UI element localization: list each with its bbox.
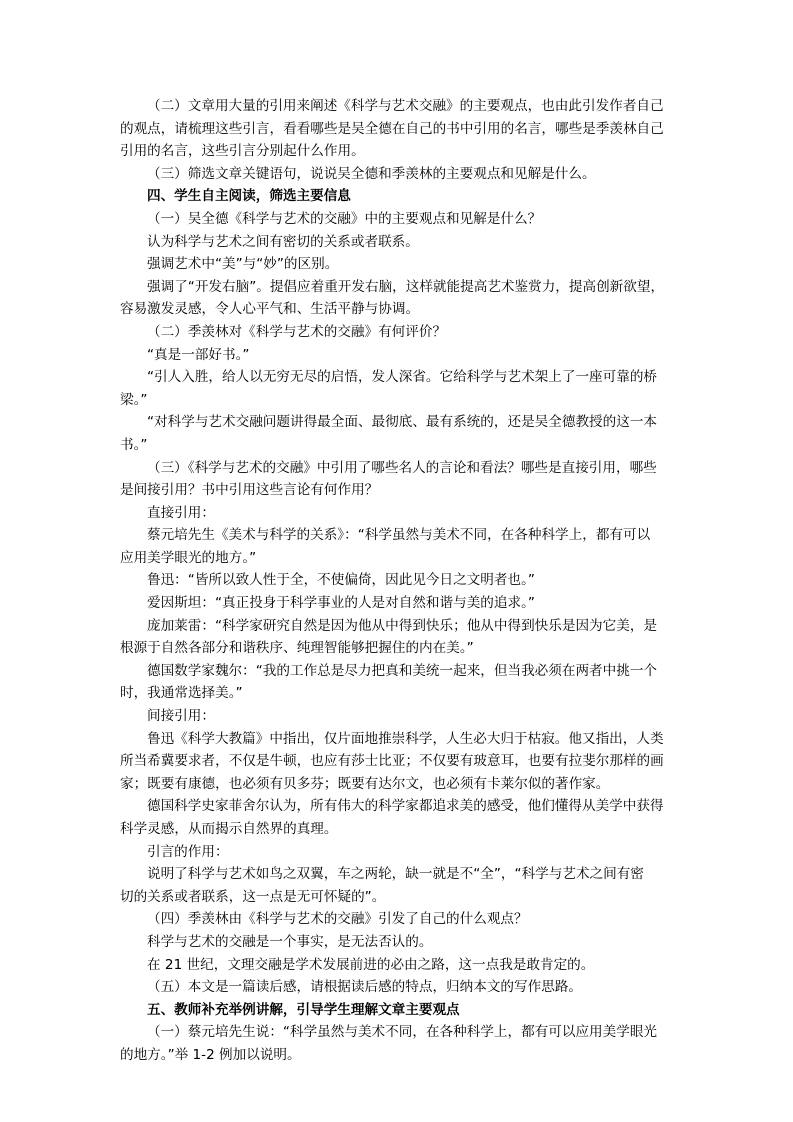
- text-line: “真是一部好书。”: [147, 346, 250, 363]
- text-line: （三）筛选文章关键语句，说说吴全德和季羡林的主要观点和见解是什么。: [147, 165, 596, 182]
- text-line: 间接引用：: [147, 708, 215, 725]
- text-line: 书。”: [120, 436, 148, 453]
- document-body: [120, 95, 676, 1067]
- text-line: 在 21 世纪，文理交融是学术发展前进的必由之路，这一点我是敢肯定的。: [147, 956, 595, 973]
- text-line: 认为科学与艺术之间有密切的关系或者联系。: [147, 233, 419, 250]
- text-line: 强调了“开发右脑”。提倡应着重开发右脑，这样就能提高艺术鉴赏力，提高创新欲望，: [147, 278, 665, 295]
- text-line: 的地方。”举 1-2 例加以说明。: [120, 1046, 301, 1063]
- text-line: 德国数学家魏尔：“我的工作总是尽力把真和美统一起来，但当我必须在两者中挑一个: [147, 662, 658, 679]
- text-line: 说明了科学与艺术如鸟之双翼，车之两轮，缺一就是不“全”，“科学与艺术之间有密: [147, 866, 644, 883]
- section-heading: 四、学生自主阅读，筛选主要信息: [147, 188, 351, 205]
- text-line: （一）蔡元培先生说：“科学虽然与美术不同，在各种科学上，都有可以应用美学眼光: [147, 1024, 658, 1041]
- text-line: 容易激发灵感，令人心平气和、生活平静与协调。: [120, 301, 420, 318]
- text-line: “对科学与艺术交融问题讲得最全面、最彻底、最有系统的，还是吴全德教授的这一本: [147, 414, 658, 431]
- text-line: 直接引用：: [147, 504, 215, 521]
- text-line: 蔡元培先生《美术与科学的关系》：“科学虽然与美术不同，在各种科学上，都有可以: [147, 527, 651, 544]
- text-line: （四）季羡林由《科学与艺术的交融》引发了自己的什么观点？: [147, 911, 528, 928]
- text-line: （三）《科学与艺术的交融》中引用了哪些名人的言论和看法？哪些是直接引用，哪些: [147, 459, 657, 476]
- text-line: 引用的名言，这些引言分别起什么作用。: [120, 143, 365, 160]
- text-line: 科学与艺术的交融是一个事实，是无法否认的。: [147, 933, 433, 950]
- text-line: 所当希冀要求者，不仅是牛顿，也应有莎士比亚；不仅要有玻意耳，也要有拉斐尔那样的画: [120, 753, 664, 770]
- text-line: 根源于自然各部分和谐秩序、纯理智能够把握住的内在美。”: [120, 640, 474, 657]
- text-line: “引人入胜，给人以无穷无尽的启悟，发人深省。它给科学与艺术架上了一座可靠的桥: [147, 369, 658, 386]
- text-line: 鲁迅：“皆所以致人性于全，不使偏倚，因此见今日之文明者也。”: [147, 572, 535, 589]
- text-line: （一）吴全德《科学与艺术的交融》中的主要观点和见解是什么？: [147, 210, 542, 227]
- text-line: 时，我通常选择美。”: [120, 685, 243, 702]
- text-line: （二）季羡林对《科学与艺术的交融》有何评价？: [147, 323, 447, 340]
- text-line: 鲁迅《科学大教篇》中指出，仅片面地推崇科学，人生必大归于枯寂。他又指出，人类: [147, 730, 664, 747]
- text-line: 应用美学眼光的地方。”: [120, 549, 257, 566]
- text-line: 爱因斯坦：“真正投身于科学事业的人是对自然和谐与美的追求。”: [147, 595, 535, 612]
- text-line: （五）本文是一篇读后感，请根据读后感的特点，归纳本文的写作思路。: [147, 979, 582, 996]
- section-heading: 五、教师补充举例讲解，引导学生理解文章主要观点: [147, 1001, 460, 1018]
- text-line: 强调艺术中“美”与“妙”的区别。: [147, 256, 339, 273]
- text-line: 的观点，请梳理这些引言，看看哪些是吴全德在自己的书中引用的名言，哪些是季羡林自己: [120, 120, 664, 137]
- text-line: 引言的作用：: [147, 843, 229, 860]
- text-line: 家；既要有康德，也必须有贝多芬；既要有达尔文，也必须有卡莱尔似的著作家。: [120, 775, 610, 792]
- text-line: （二）文章用大量的引用来阐述《科学与艺术交融》的主要观点，也由此引发作者自己: [147, 98, 664, 114]
- text-line: 庞加莱雷：“科学家研究自然是因为他从中得到快乐；他从中得到快乐是因为它美，是: [147, 617, 658, 634]
- text-line: 科学灵感，从而揭示自然界的真理。: [120, 821, 338, 837]
- text-line: 切的关系或者联系，这一点是无可怀疑的”。: [120, 888, 386, 905]
- text-line: 梁。”: [120, 391, 148, 408]
- text-line: 德国科学史家菲舍尔认为，所有伟大的科学家都追求美的感受，他们懂得从美学中获得: [147, 798, 664, 815]
- text-line: 是间接引用？书中引用这些言论有何作用？: [120, 482, 379, 499]
